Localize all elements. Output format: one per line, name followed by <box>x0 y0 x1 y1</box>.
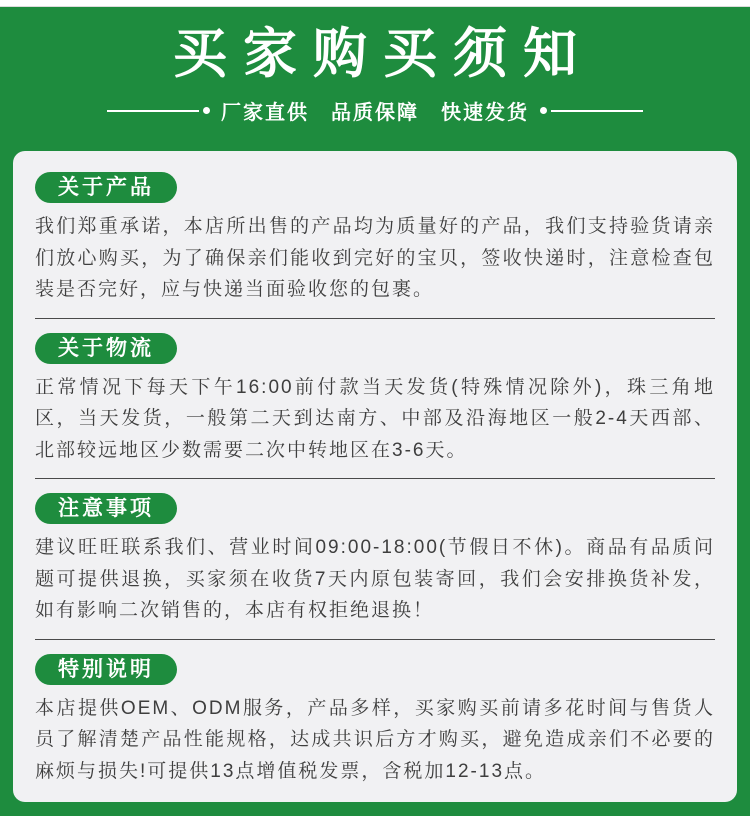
notice-card <box>13 151 737 802</box>
section-body-text: 我们郑重承诺，本店所出售的产品均为质量好的产品，我们支持验货请亲们放心购买，为了确保亲们能收到完好的宝贝，签收快递时，注意检查包装是否完好，应与快递当面验收您的包裹。 <box>35 216 715 300</box>
deco-line-right <box>529 107 643 114</box>
section-divider <box>35 478 715 479</box>
deco-line <box>107 110 199 112</box>
header-banner <box>0 7 750 151</box>
section-label-badge: 关于物流 <box>35 333 177 364</box>
section-body-text: 本店提供OEM、ODM服务，产品多样，买家购买前请多花时间与售货人员了解清楚产品性能规格，达成共识后方才购买，避免造成亲们不必要的麻烦与损失!可提供13点增值税发票，含税加12-13点。 <box>35 697 715 782</box>
section-precautions <box>35 493 715 627</box>
deco-dot <box>540 107 547 114</box>
section-label-badge: 特别说明 <box>35 654 177 685</box>
section-body-text: 正常情况下每天下午16:00前付款当天发货(特殊情况除外)，珠三角地区，当天发货，一般第二天到达南方、中部及沿海地区一般2-4天西部、北部较远地区少数需要二次中转地区在3-6天。 <box>35 376 715 461</box>
deco-dot <box>203 107 210 114</box>
page-title: 买家购买须知 <box>173 24 593 84</box>
section-label-badge: 关于产品 <box>35 172 177 203</box>
section-label-badge: 注意事项 <box>35 493 177 524</box>
section-logistics <box>35 333 715 467</box>
section-special-notes <box>35 654 715 788</box>
section-about-product <box>35 172 715 306</box>
subtitle-row <box>0 96 750 125</box>
header-subtitle: 厂家直供 品质保障 快速发货 <box>221 102 529 125</box>
deco-line-left <box>107 107 221 114</box>
section-body-text: 建议旺旺联系我们、营业时间09:00-18:00(节假日不休)。商品有品质问题可提供退换，买家须在收货7天内原包装寄回，我们会安排换货补发，如有影响二次销售的，本店有权拒绝退换！ <box>35 537 715 621</box>
deco-line <box>551 110 643 112</box>
section-divider <box>35 318 715 319</box>
top-strip <box>0 0 750 7</box>
section-divider <box>35 639 715 640</box>
